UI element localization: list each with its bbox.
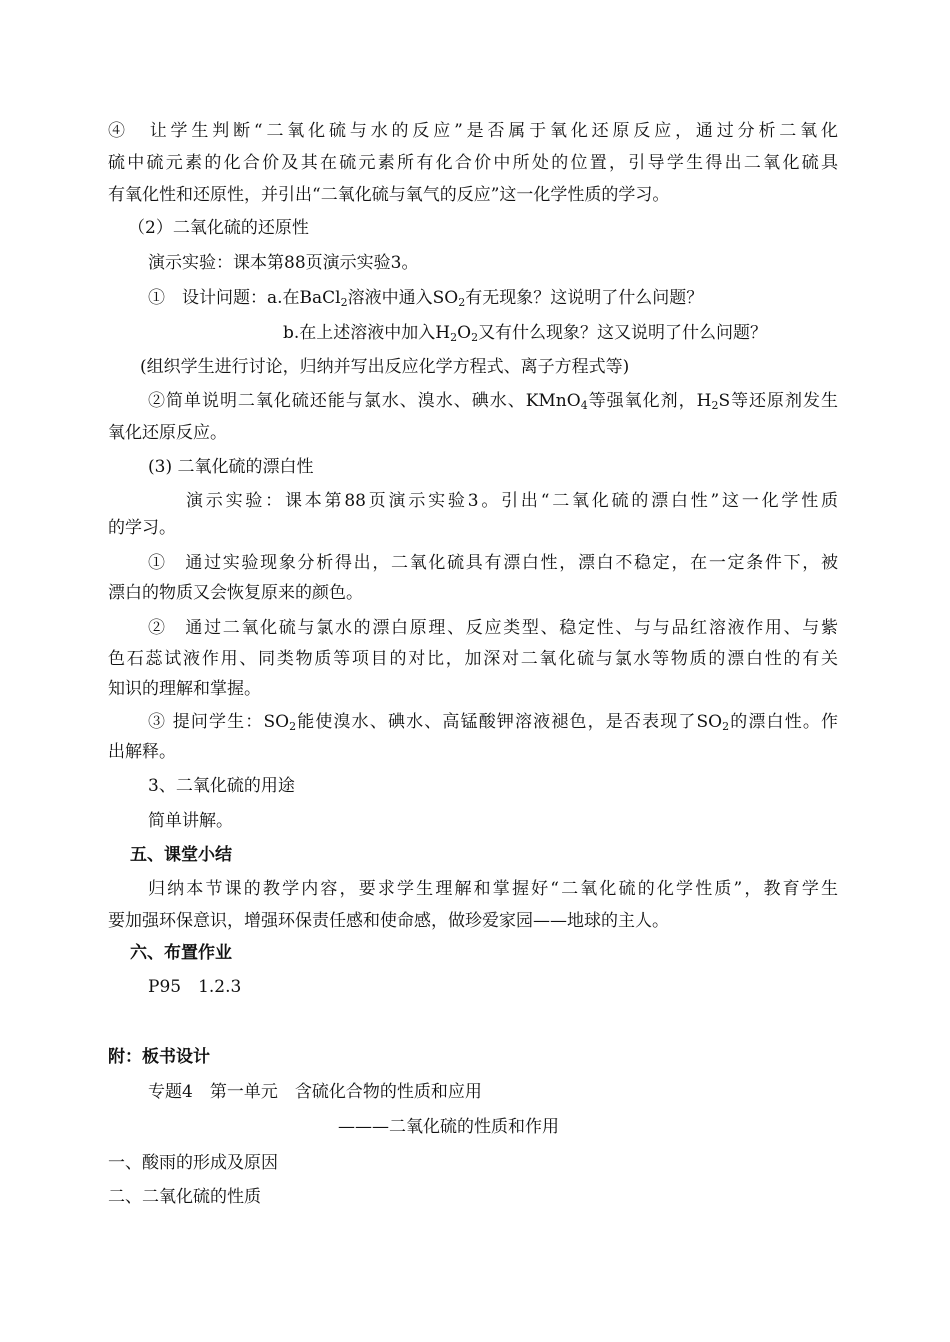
- design-question-a: ① 设计问题：a.在BaCl$_2$溶液中通入$SO_2$有无现象？这说明了什么问题？: [148, 288, 704, 309]
- homework-text: P95 1.2.3: [148, 977, 242, 997]
- bleaching-item2-line2: 色石蕊试液作用、同类物质等项目的对比，加深对二氧化硫与氯水等物质的漂白性的有关: [108, 649, 838, 669]
- bleaching-demo-line2: 的学习。: [108, 518, 176, 538]
- heading-uses: 3、二氧化硫的用途: [148, 776, 295, 796]
- bleaching-item2-line3: 知识的理解和掌握。: [108, 679, 261, 699]
- summary-line2: 要加强环保意识，增强环保责任感和使命感，做珍爱家园——地球的主人。: [108, 911, 669, 931]
- heading-board-design: 附：板书设计: [108, 1047, 210, 1067]
- board-topic-line: 专题4 第一单元 含硫化合物的性质和应用: [148, 1082, 482, 1102]
- discussion-note: (组织学生进行讨论，归纳并写出反应化学方程式、离子方程式等): [140, 357, 630, 377]
- bleaching-item3-line1: ③ 提问学生：$SO_2$能使溴水、碘水、高锰酸钾溶液褪色，是否表现了$SO_2$的漂白性。作: [148, 712, 839, 733]
- paragraph-item4-line2: 硫中硫元素的化合价及其在硫元素所有化合价中所处的位置，引导学生得出二氧化硫具: [108, 153, 838, 173]
- heading-summary: 五、课堂小结: [130, 845, 232, 865]
- paragraph-item2-line1: ②简单说明二氧化硫还能与氯水、溴水、碘水、KMnO$_4$等强氧化剂，$H_2S$等还原剂发生: [148, 391, 838, 412]
- bleaching-demo-line1: 演示实验：课本第88页演示实验3。引出“二氧化硫的漂白性”这一化学性质: [186, 491, 838, 511]
- heading-homework: 六、布置作业: [130, 943, 232, 963]
- paragraph-item4-line3: 有氧化性和还原性，并引出“二氧化硫与氧气的反应”这一化学性质的学习。: [108, 185, 670, 205]
- uses-text: 简单讲解。: [148, 811, 233, 831]
- bleaching-item3-line2: 出解释。: [108, 742, 176, 762]
- bleaching-item2-line1: ② 通过二氧化硫与氯水的漂白原理、反应类型、稳定性、与与品红溶液作用、与紫: [148, 618, 838, 638]
- paragraph-item4-line1: ④ 让学生判断“二氧化硫与水的反应”是否属于氧化还原反应，通过分析二氧化: [108, 121, 838, 141]
- bleaching-item1-line1: ① 通过实验现象分析得出，二氧化硫具有漂白性，漂白不稳定，在一定条件下，被: [148, 553, 838, 573]
- subheading-bleaching: (3) 二氧化硫的漂白性: [148, 457, 314, 477]
- summary-line1: 归纳本节课的教学内容，要求学生理解和掌握好“二氧化硫的化学性质”，教育学生: [148, 879, 838, 899]
- subheading-reducibility: （2）二氧化硫的还原性: [128, 218, 309, 238]
- board-item1: 一、酸雨的形成及原因: [108, 1153, 278, 1173]
- demo-experiment-line: 演示实验：课本第88页演示实验3。: [148, 253, 419, 273]
- board-item2: 二、二氧化硫的性质: [108, 1187, 261, 1207]
- bleaching-item1-line2: 漂白的物质又会恢复原来的颜色。: [108, 583, 363, 603]
- paragraph-item2-line2: 氧化还原反应。: [108, 423, 227, 443]
- design-question-b: b.在上述溶液中加入$H_2O_2$又有什么现象？这又说明了什么问题？: [283, 323, 768, 344]
- board-subtitle: ———二氧化硫的性质和作用: [338, 1117, 559, 1137]
